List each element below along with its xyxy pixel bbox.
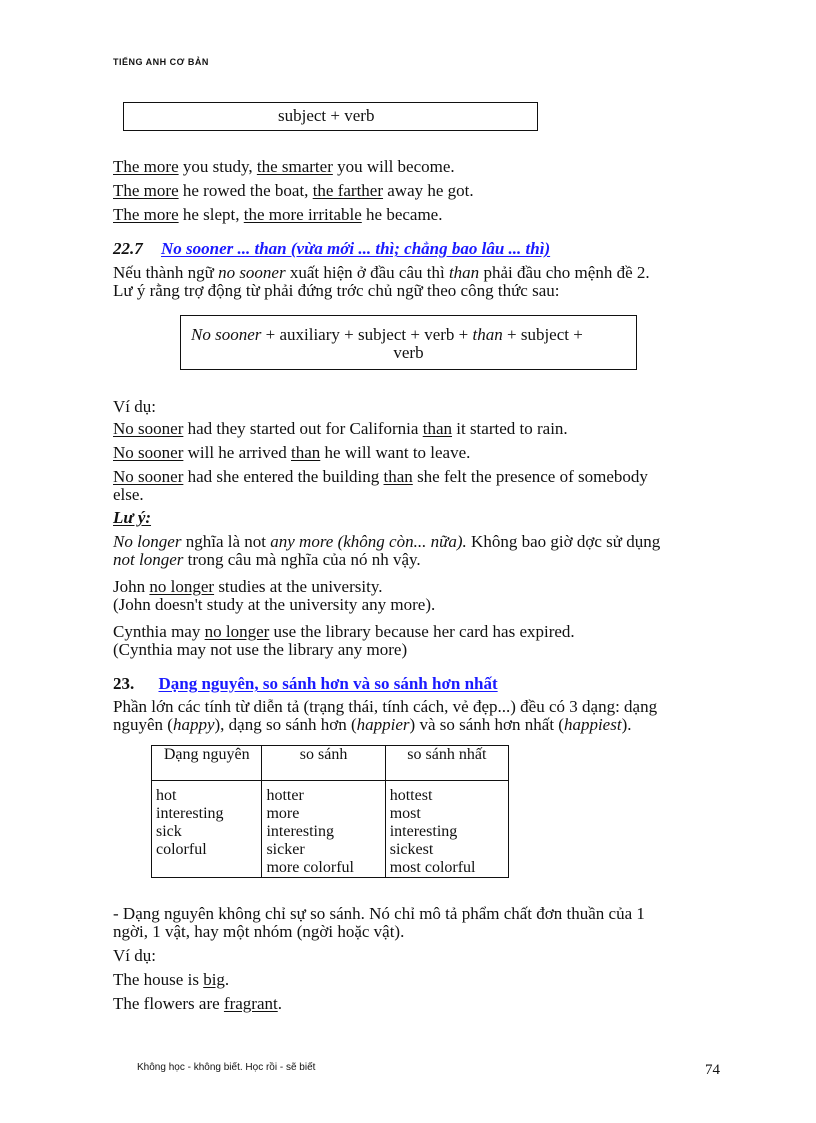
- footer-motto: Không học - không biết. Học rồi - sẽ biết: [137, 1062, 316, 1073]
- table-row: [152, 781, 509, 878]
- example-john-paren: (John doesn't study at the university any more).: [113, 595, 436, 614]
- section-23-para-line1: Phần lớn các tính từ diễn tả (trạng thái, tính cách, vẻ đẹp...) đều có 3 dạng: dạng: [113, 697, 658, 716]
- note-line2: not longer trong câu mà nghĩa của nó nh vậy.: [113, 550, 421, 569]
- bullet-line1: - Dạng nguyên không chỉ sự so sánh. Nó chỉ mô tả phẩm chất đơn thuần của 1: [113, 904, 645, 923]
- example-cynthia-paren: (Cynthia may not use the library any more): [113, 640, 408, 659]
- table-cell-comparative-forms: hotter more interesting sicker more colorful: [262, 781, 385, 878]
- example-no-sooner-3-cont: else.: [113, 485, 144, 504]
- example-no-sooner-3: No sooner had she entered the building than she felt the presence of somebody: [113, 467, 648, 486]
- table-header-cell: so sánh: [262, 746, 385, 781]
- section-22-7-para-line2: Lư ý rằng trợ động từ phải đứng trớc chủ ngữ theo công thức sau:: [113, 281, 560, 300]
- table-header-cell: so sánh nhất: [385, 746, 508, 781]
- table-cell-base-forms: hot interesting sick colorful: [152, 781, 262, 878]
- section-title: No sooner ... than (vừa mới ... thì; chẳng bao lâu ... thì): [161, 239, 551, 258]
- section-22-7-para-line1: Nếu thành ngữ no sooner xuất hiện ở đầu câu thì than phải đầu cho mệnh đề 2.: [113, 263, 650, 282]
- section-22-7-heading: [113, 239, 550, 259]
- example-the-more-3: The more he slept, the more irritable he became.: [113, 205, 443, 224]
- section-number: 23.: [113, 674, 135, 693]
- table-header-row: [152, 746, 509, 781]
- example-john: John no longer studies at the university.: [113, 577, 383, 596]
- table-header-cell: Dạng nguyên: [152, 746, 262, 781]
- comparison-table: [151, 745, 509, 878]
- note-label: Lư ý:: [113, 508, 152, 527]
- section-23-para-line2: nguyên (happy), dạng so sánh hơn (happier) và so sánh hơn nhất (happiest).: [113, 715, 632, 734]
- example-the-more-1: The more you study, the smarter you will become.: [113, 157, 455, 176]
- bullet-line2: ngời, 1 vật, hay một nhóm (ngời hoặc vật).: [113, 922, 405, 941]
- running-header: TIẾNG ANH CƠ BẢN: [113, 57, 209, 67]
- section-title: Dạng nguyên, so sánh hơn và so sánh hơn nhất: [158, 674, 498, 693]
- example-no-sooner-1: No sooner had they started out for California than it started to rain.: [113, 419, 568, 438]
- table-cell-superlative-forms: hottest most interesting sickest most colorful: [385, 781, 508, 878]
- example-no-sooner-2: No sooner will he arrived than he will want to leave.: [113, 443, 471, 462]
- example-cynthia: Cynthia may no longer use the library because her card has expired.: [113, 622, 575, 641]
- formula-box-no-sooner: [180, 315, 637, 370]
- formula-box-subject-verb: [123, 102, 538, 131]
- formula-text: subject + verb: [278, 106, 375, 125]
- section-number: 22.7: [113, 239, 143, 258]
- vidu-label-2: Ví dụ:: [113, 946, 156, 965]
- example-house: The house is big.: [113, 970, 230, 989]
- formula-line2: verb: [393, 343, 424, 362]
- page-number: 74: [705, 1062, 720, 1078]
- example-the-more-2: The more he rowed the boat, the farther away he got.: [113, 181, 474, 200]
- section-23-heading: [113, 674, 498, 694]
- vidu-label-1: Ví dụ:: [113, 397, 156, 416]
- note-line1: No longer nghĩa là not any more (không còn... nữa). Không bao giờ dợc sử dụng: [113, 532, 661, 551]
- formula-line1: No sooner + auxiliary + subject + verb + than + subject +: [191, 325, 583, 344]
- example-flowers: The flowers are fragrant.: [113, 994, 282, 1013]
